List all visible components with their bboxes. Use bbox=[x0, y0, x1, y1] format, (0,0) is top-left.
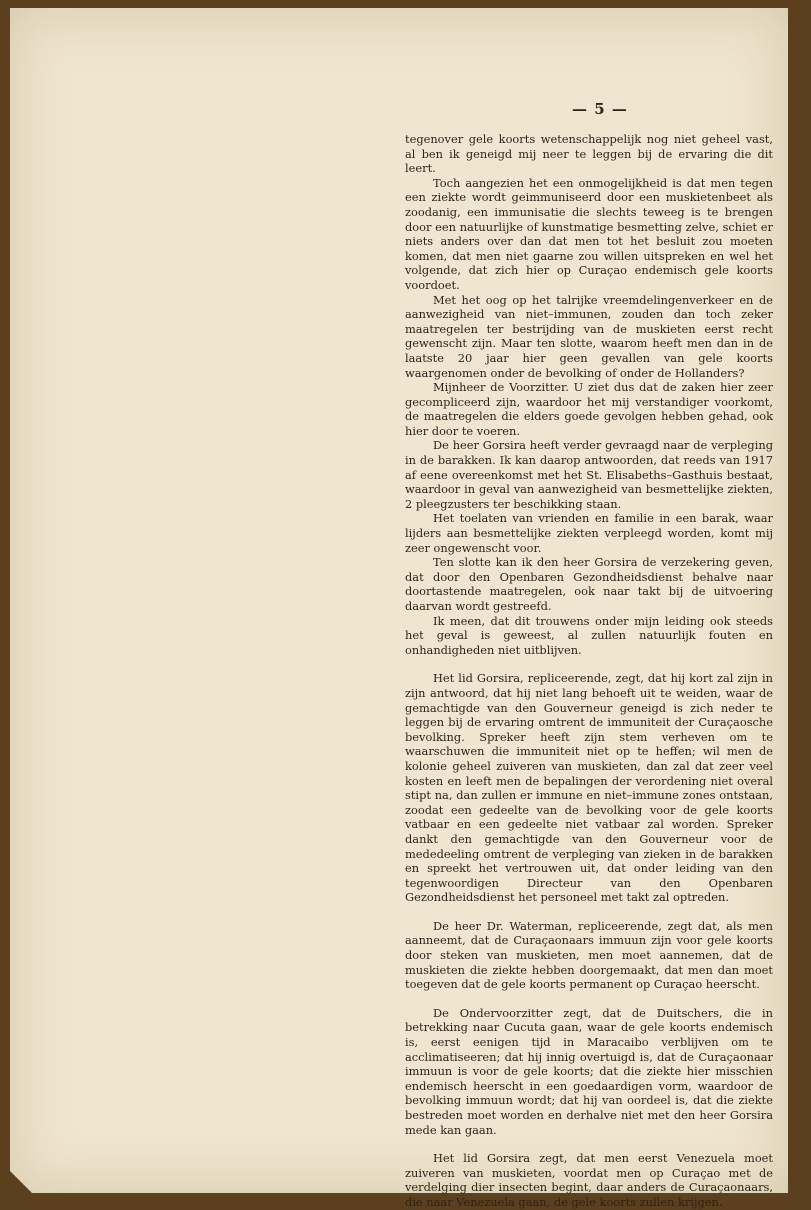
paragraph: Het lid Gorsira, repliceerende, zegt, dat hij kort zal zijn in zijn antwoord, dat hij niet lang behoeft uit te weiden, waar de gemachtigde van den Gouverneur geneigd is zich neder te leggen bij de ervaring omtrent de immuniteit der Curaçaosche bevolking. Spreker heeft zijn stem verheven om te waarschuwen die immuniteit niet op te heffen; wil men de kolonie geheel zuiveren van muskieten, dan zal dat zeer veel kosten en leeft men de bepalingen der verordening niet overal stipt na, dan zullen er immune en niet–immune zones ontstaan, zoodat een gedeelte van de bevolking voor de gele koorts vatbaar en een gedeelte niet vatbaar zal worden. Spreker dankt den gemachtigde van den Gouverneur voor de mededeeling omtrent de verpleging van zieken in de barakken en spreekt het vertrouwen uit, dat onder leiding van den tegenwoordigen Directeur van den Openbaren Gezondheidsdienst het personeel met takt zal optreden. bbox=[405, 671, 773, 905]
paragraph: De heer Dr. Waterman, repliceerende, zegt dat, als men aanneemt, dat de Curaçaonaars immuun zijn voor gele koorts door steken van muskieten, men moet aannemen, dat de muskieten die ziekte hebben doorgemaakt, dat men dan moet toegeven dat de gele koorts permanent op Curaçao heerscht. bbox=[405, 918, 773, 992]
paragraph: Ten slotte kan ik den heer Gorsira de verzekering geven, dat door den Openbaren Gezondheidsdienst behalve naar doortastende maatregelen, ook naar takt bij de uitvoering daarvan wordt gestreefd. bbox=[405, 555, 773, 613]
paragraph: Het lid Gorsira zegt, dat men eerst Venezuela moet zuiveren van muskieten, voordat men op Curaçao met de verdelging dier insecten begint, daar anders de Curaçaonaars, die naar Venezuela gaan, de gele koorts zullen krijgen. bbox=[405, 1151, 773, 1209]
paragraph: Het toelaten van vrienden en familie in een barak, waar lijders aan besmettelijke ziekten verpleegd worden, komt mij zeer ongewenscht voor. bbox=[405, 511, 773, 555]
text-column bbox=[405, 132, 773, 1210]
paragraph: Met het oog op het talrijke vreemdelingenverkeer en de aanwezigheid van niet–immunen, zouden dan toch zeker maatregelen ter bestrijding van de muskieten eerst recht gewenscht zijn. Maar ten slotte, waarom heeft men dan in de laatste 20 jaar hier geen gevallen van gele koorts waargenomen onder de bevolking of onder de Hollanders? bbox=[405, 292, 773, 380]
paragraph: Toch aangezien het een onmogelijkheid is dat men tegen een ziekte wordt geimmuniseerd door een muskietenbeet als zoodanig, een immunisatie die slechts teweeg is te brengen door een natuurlijke of kunstmatige besmetting zelve, schiet er niets anders over dan dat men tot het besluit zou moeten komen, dat men niet gaarne zou willen uitspreken en wel het volgende, dat zich hier op Curaçao endemisch gele koorts voordoet. bbox=[405, 175, 773, 292]
document-page bbox=[10, 8, 788, 1209]
paragraph: Mijnheer de Voorzitter. U ziet dus dat de zaken hier zeer gecompliceerd zijn, waardoor het mij verstandiger voorkomt, de maatregelen die elders goede gevolgen hebben gehad, ook hier door te voeren. bbox=[405, 380, 773, 438]
paragraph: De Ondervoorzitter zegt, dat de Duitschers, die in betrekking naar Cucuta gaan, waar de gele koorts endemisch is, eerst eenigen tijd in Maracaibo verblijven om te acclimatiseeren; dat hij innig overtuigd is, dat de Curaçaonaar immuun is voor de gele koorts; dat die ziekte hier misschien endemisch heerscht in een goedaardigen vorm, waardoor de bevolking immuun wordt; dat hij van oordeel is, dat die ziekte bestreden moet worden en derhalve niet met den heer Gorsira mede kan gaan. bbox=[405, 1005, 773, 1137]
folded-corner bbox=[10, 1171, 32, 1193]
page-number: — 5 — bbox=[572, 100, 628, 118]
paragraph: De heer Gorsira heeft verder gevraagd naar de verpleging in de barakken. Ik kan daarop antwoorden, dat reeds van 1917 af eene overeenkomst met het St. Elisabeths–Gasthuis bestaat, waardoor in geval van aanwezigheid van besmettelijke ziekten, 2 pleegzusters ter beschikking staan. bbox=[405, 438, 773, 511]
paragraph: tegenover gele koorts wetenschappelijk nog niet geheel vast, al ben ik geneigd mij neer te leggen bij de ervaring die dit leert. bbox=[405, 132, 773, 176]
paragraph: Ik meen, dat dit trouwens onder mijn leiding ook steeds het geval is geweest, al zullen natuurlijk fouten en onhandigheden niet uitblijven. bbox=[405, 613, 773, 657]
